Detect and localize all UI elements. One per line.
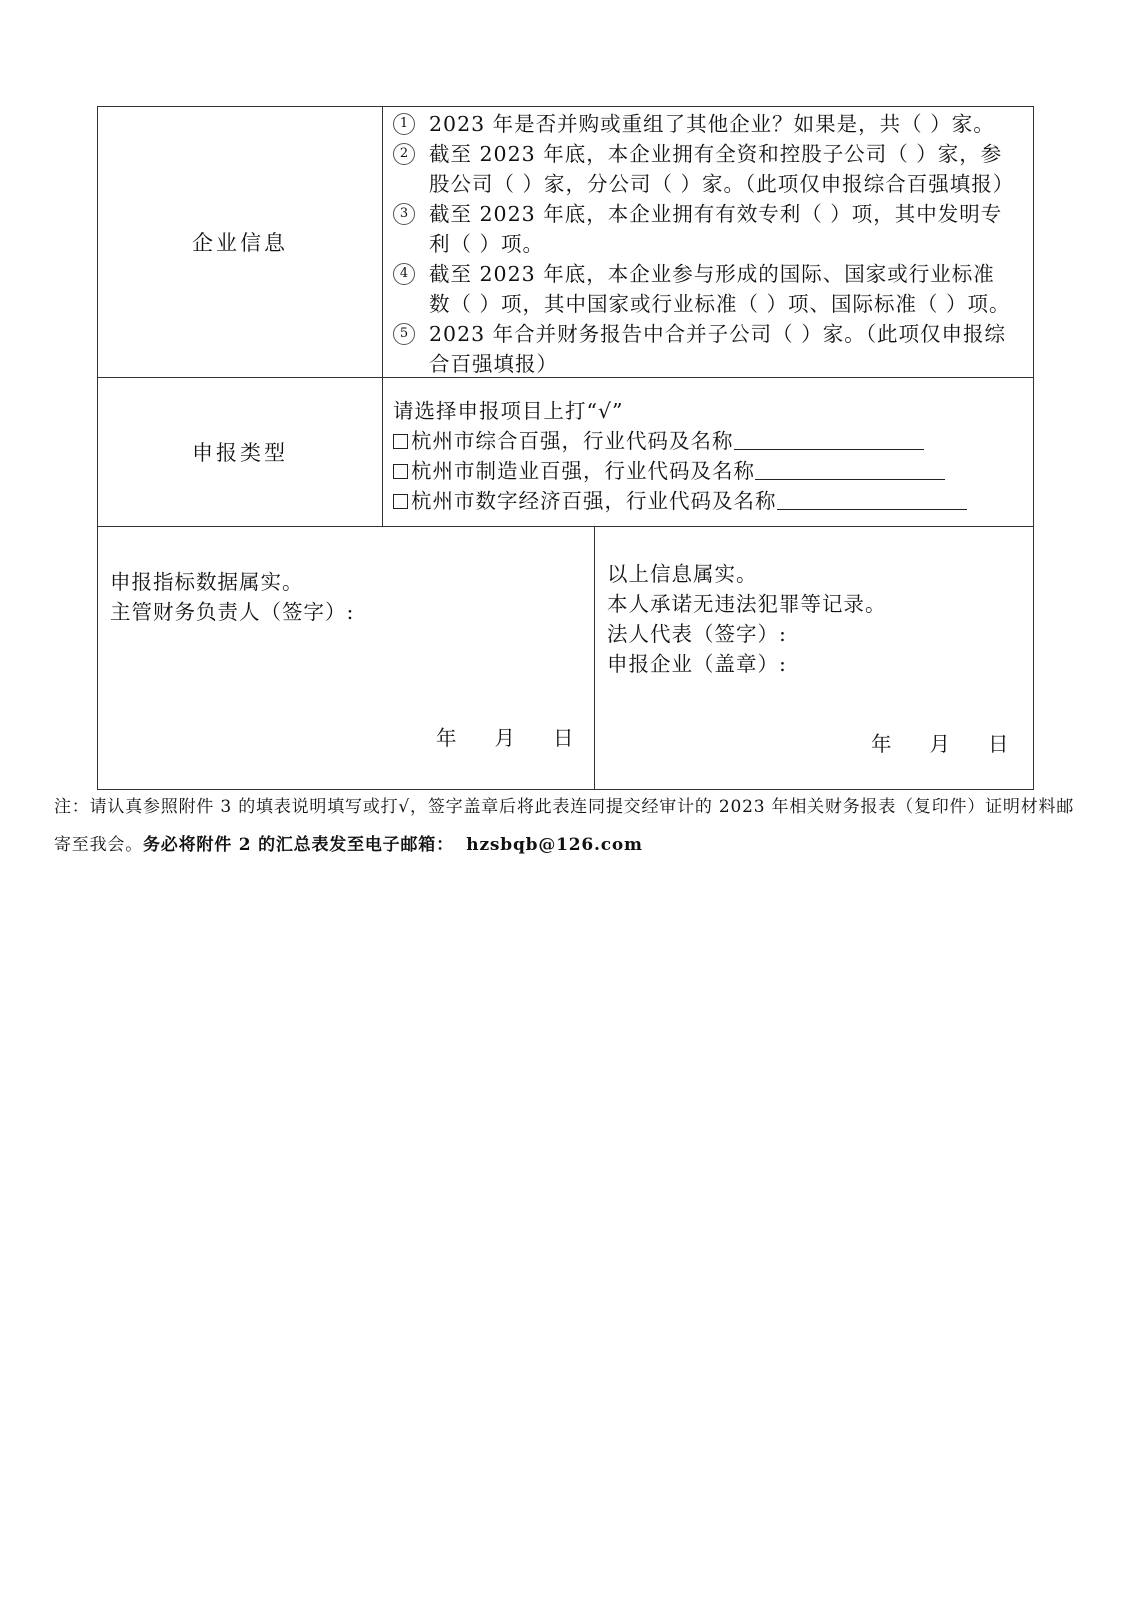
- finance-signature-cell: [98, 527, 595, 789]
- info-true-statement: 以上信息属实。: [607, 562, 758, 586]
- enterprise-info-row: [98, 107, 1033, 378]
- industry-code-blank[interactable]: [777, 489, 967, 510]
- type-option-comprehensive[interactable]: [393, 426, 1025, 456]
- type-instruction: 请选择申报项目上打“√”: [393, 399, 624, 423]
- application-type-content: [383, 378, 1033, 526]
- enterprise-info-label: 企业信息: [98, 107, 383, 377]
- info-item: [393, 319, 1025, 379]
- finance-head-signature-label: 主管财务负责人（签字）:: [110, 600, 355, 624]
- circled-number: 4: [393, 263, 415, 285]
- date-day: 日: [988, 732, 1009, 756]
- footnote-text: 注：请认真参照附件 3 的填表说明填写或打√，签字盖章后将此表连同提交经审计的 2023 年相关财务报表（复印件）证明材料邮寄至我会。: [54, 797, 1075, 855]
- type-option-manufacturing[interactable]: [393, 456, 1025, 486]
- date-row-right: [871, 727, 1009, 757]
- date-month: 月: [494, 726, 515, 750]
- legal-signature-cell: [595, 527, 1033, 789]
- info-item: [393, 259, 1025, 319]
- info-item-line: 2023 年是否并购或重组了其他企业？如果是，共（ ）家。: [429, 112, 995, 136]
- legal-rep-signature-label: 法人代表（签字）:: [607, 622, 787, 646]
- type-option-digital-economy[interactable]: [393, 486, 1025, 516]
- checkbox-icon[interactable]: [393, 434, 408, 449]
- date-year: 年: [436, 726, 457, 750]
- info-item: [393, 199, 1025, 259]
- circled-number: 3: [393, 203, 415, 225]
- application-type-row: [98, 378, 1033, 527]
- industry-code-blank[interactable]: [734, 429, 924, 450]
- circled-number: 1: [393, 113, 415, 135]
- checkbox-icon[interactable]: [393, 464, 408, 479]
- no-crime-pledge: 本人承诺无违法犯罪等记录。: [607, 592, 887, 616]
- date-day: 日: [553, 726, 574, 750]
- date-month: 月: [929, 732, 950, 756]
- info-item: [393, 109, 1025, 139]
- company-seal-label: 申报企业（盖章）:: [607, 652, 787, 676]
- contact-email[interactable]: hzsbqb@126.com: [466, 835, 643, 855]
- date-year: 年: [871, 732, 892, 756]
- circled-number: 2: [393, 143, 415, 165]
- footnote: [54, 788, 1084, 864]
- application-type-label: 申报类型: [98, 378, 383, 526]
- checkbox-icon[interactable]: [393, 494, 408, 509]
- info-item-line: 截至 2023 年底，本企业拥有有效专利（ ）项，其中发明专: [429, 202, 1003, 226]
- info-item-line: 截至 2023 年底，本企业参与形成的国际、国家或行业标准: [429, 262, 995, 286]
- enterprise-info-content: [383, 107, 1033, 377]
- application-form-table: [97, 106, 1034, 790]
- footnote-bold-instruction: 务必将附件 2 的汇总表发至电子邮箱：: [143, 835, 454, 855]
- info-item-line: 股公司（ ）家，分公司（ ）家。（此项仅申报综合百强填报）: [429, 172, 1015, 196]
- date-row-left: [436, 721, 574, 751]
- info-item-line: 数（ ）项，其中国家或行业标准（ ）项、国际标准（ ）项。: [429, 292, 1011, 316]
- type-option-label: 杭州市数字经济百强，行业代码及名称: [411, 489, 777, 513]
- type-option-label: 杭州市综合百强，行业代码及名称: [411, 429, 734, 453]
- industry-code-blank[interactable]: [755, 459, 945, 480]
- info-item: [393, 139, 1025, 199]
- circled-number: 5: [393, 323, 415, 345]
- type-option-label: 杭州市制造业百强，行业代码及名称: [411, 459, 755, 483]
- info-item-line: 2023 年合并财务报告中合并子公司（ ）家。（此项仅申报综: [429, 322, 1006, 346]
- info-item-line: 截至 2023 年底，本企业拥有全资和控股子公司（ ）家，参: [429, 142, 1003, 166]
- info-item-line: 利（ ）项。: [429, 232, 545, 256]
- info-item-line: 合百强填报）: [429, 352, 558, 376]
- signature-row: [98, 527, 1033, 789]
- data-true-statement: 申报指标数据属实。: [110, 570, 304, 594]
